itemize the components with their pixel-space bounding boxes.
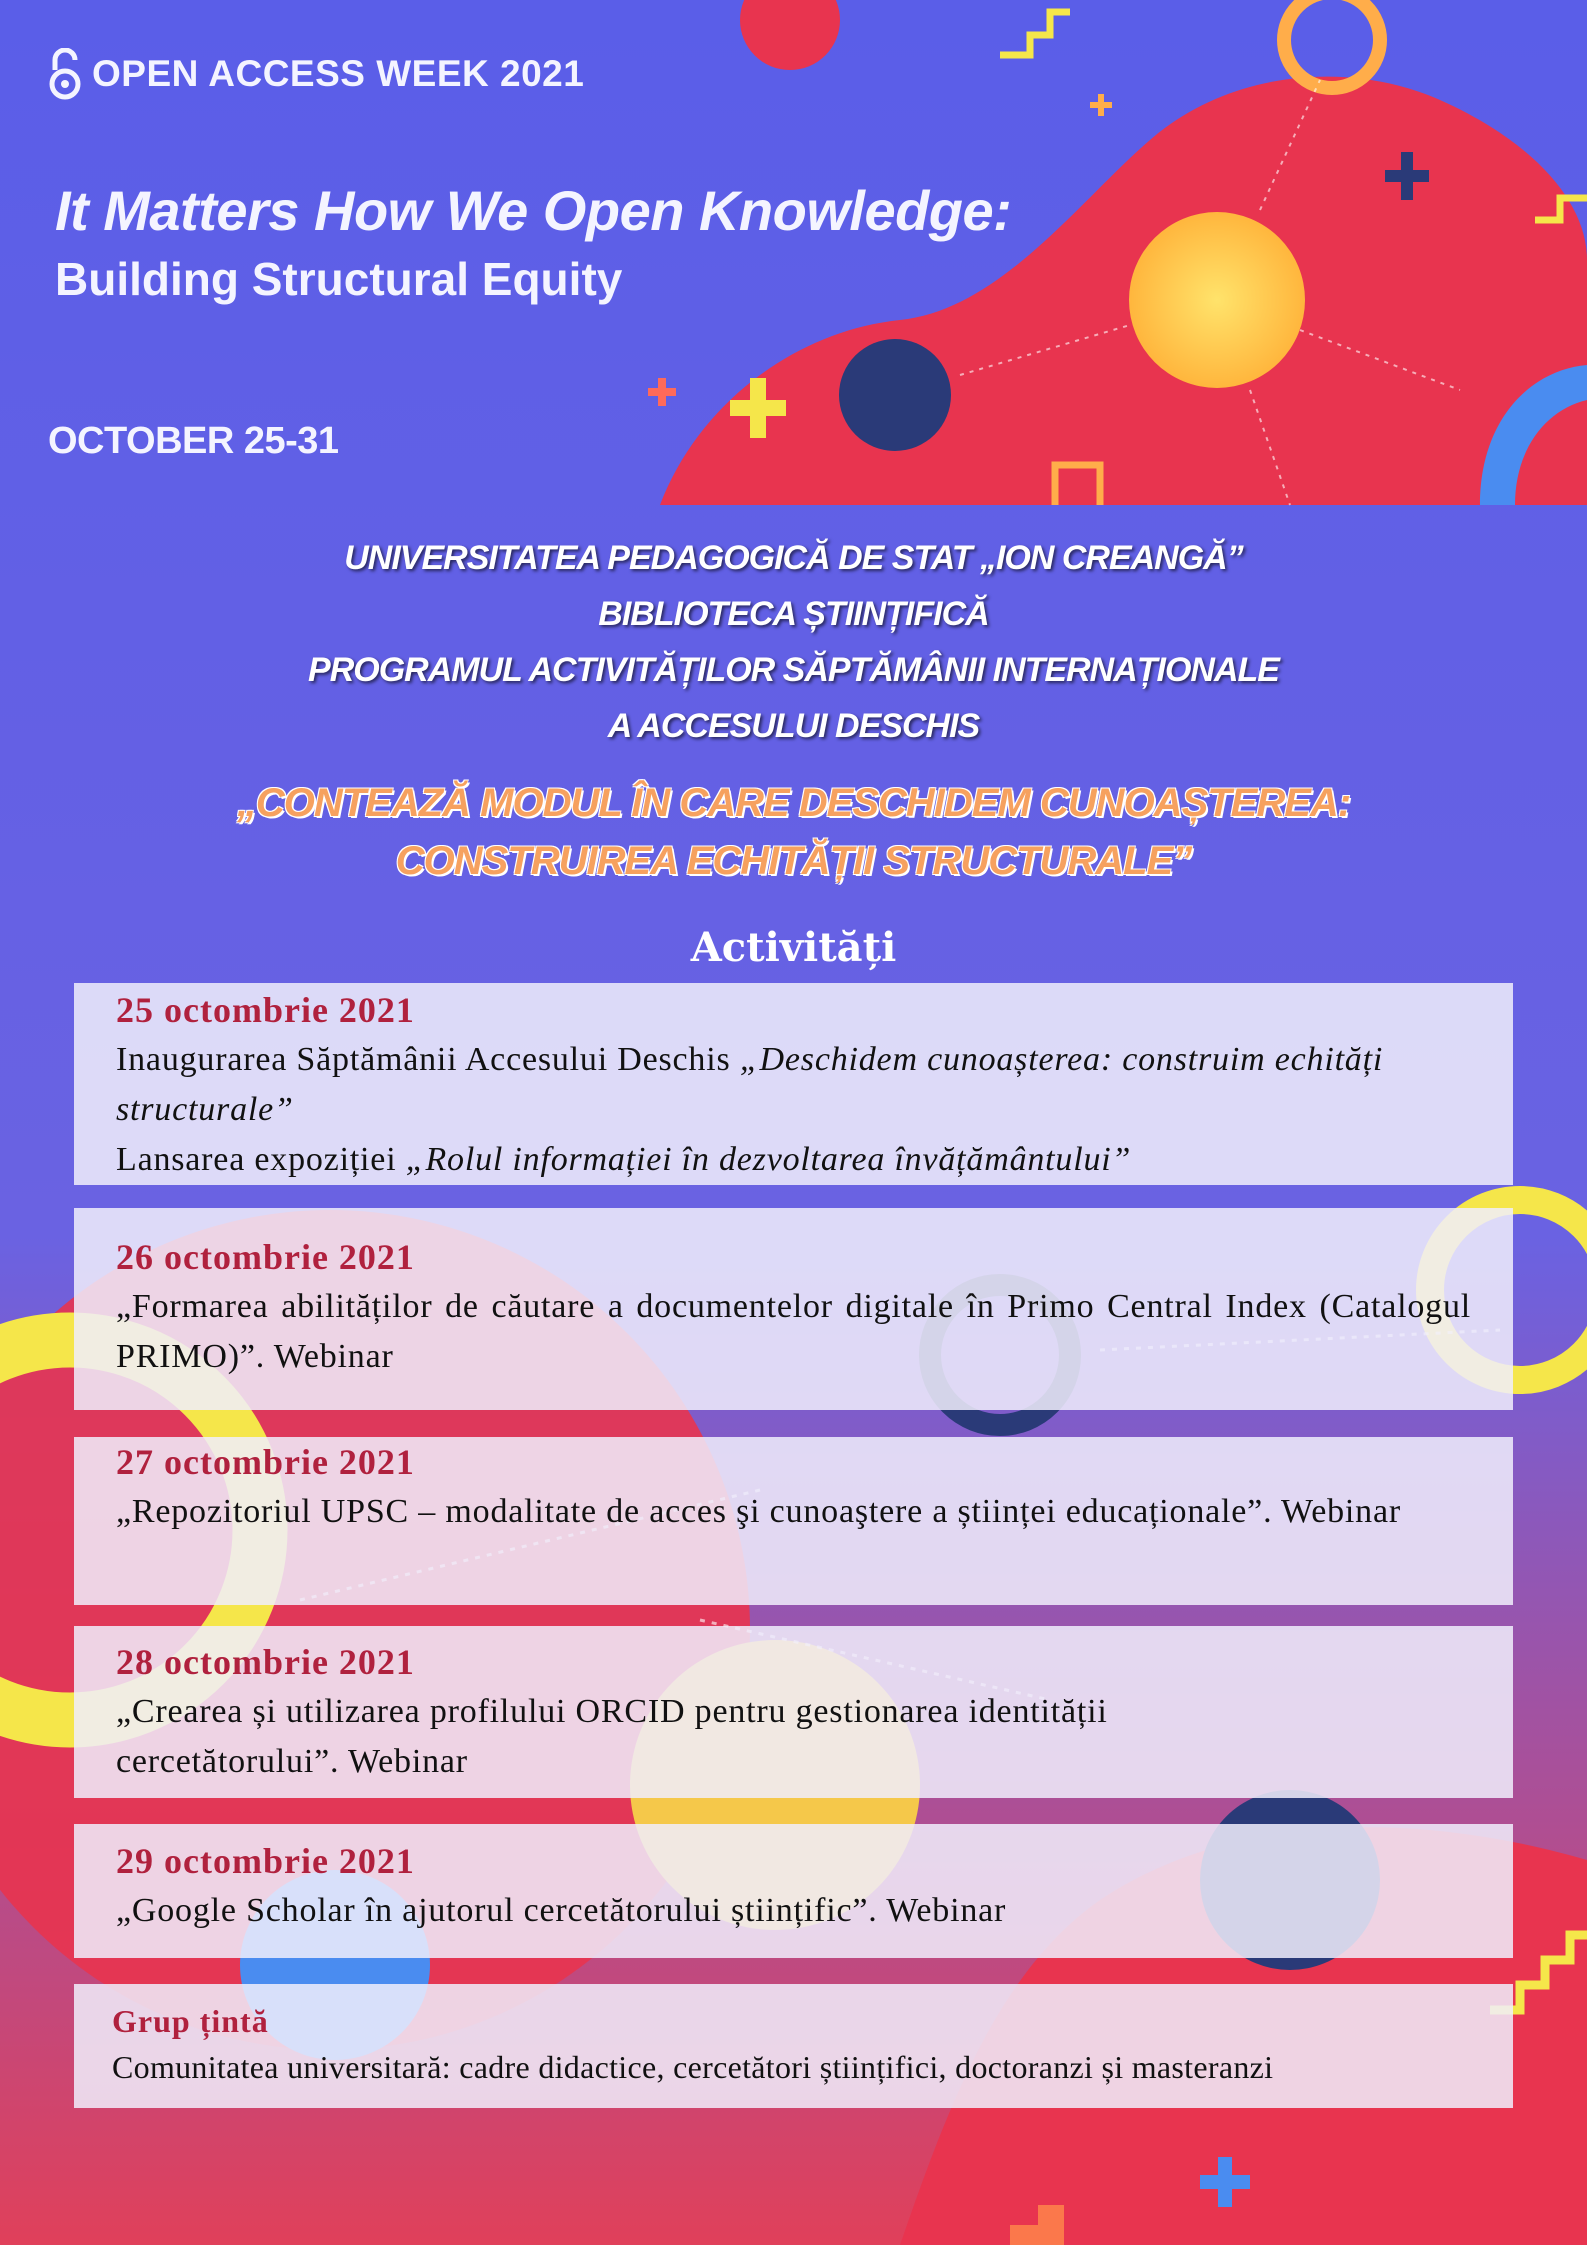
- theme-line-2: CONSTRUIREA ECHITĂȚII STRUCTURALE”: [395, 839, 1192, 883]
- activity-text-line-1: „Crearea și utilizarea profilului ORCID pentru gestionarea identității: [116, 1693, 1108, 1730]
- activity-card-26: [74, 1208, 1513, 1410]
- target-group-label: Grup țintă: [112, 2003, 269, 2039]
- activity-card-27: [74, 1437, 1513, 1605]
- heading-program: PROGRAMUL ACTIVITĂȚILOR SĂPTĂMÂNII INTERNAȚIONALE: [308, 651, 1279, 689]
- activity-date: 26 octombrie 2021: [116, 1237, 415, 1277]
- activity-date: 25 octombrie 2021: [116, 990, 415, 1030]
- program-theme: [0, 774, 1587, 890]
- banner-title: It Matters How We Open Knowledge:: [55, 179, 1012, 242]
- heading-program-cont: A ACCESULUI DESCHIS: [607, 707, 980, 745]
- activity-card-29: [74, 1824, 1513, 1958]
- target-group-card: [74, 1984, 1513, 2108]
- heading-library: BIBLIOTECA ȘTIINȚIFICĂ: [598, 595, 989, 633]
- open-access-lock-icon: [48, 48, 82, 100]
- activity-date: 29 octombrie 2021: [116, 1841, 415, 1881]
- activity-card-28: [74, 1626, 1513, 1798]
- theme-line-1: „CONTEAZĂ MODUL ÎN CARE DESCHIDEM CUNOAȘTEREA:: [236, 781, 1351, 825]
- activity-text-exhibition: [116, 1135, 1471, 1185]
- target-group-text: Comunitatea universitară: cadre didactice, cercetători științifici, doctoranzi și masteranzi: [112, 2049, 1274, 2085]
- activity-text: „Google Scholar în ajutorul cercetătorului științific”. Webinar: [116, 1892, 1007, 1929]
- activity-card-25: [74, 983, 1513, 1185]
- activity-text-line-2: cercetătorului”. Webinar: [116, 1743, 468, 1780]
- heading-university: UNIVERSITATEA PEDAGOGICĂ DE STAT „ION CREANGĂ”: [344, 539, 1243, 577]
- banner-navy-circle: [839, 339, 951, 451]
- brand-text: OPEN ACCESS WEEK 2021: [92, 53, 585, 94]
- activity-date: 27 octombrie 2021: [116, 1442, 415, 1482]
- banner-dates: OCTOBER 25-31: [48, 420, 339, 462]
- activities-title: Activități: [690, 924, 897, 971]
- activity-text-italic: „Deschidem cunoașterea: construim echități structurale”: [116, 1041, 1384, 1128]
- activity-text-prefix: Lansarea expoziției: [116, 1141, 406, 1178]
- activity-text-prefix: Inaugurarea Săptămânii Accesului Deschis: [116, 1041, 740, 1078]
- program-heading: [0, 530, 1587, 754]
- activity-text: „Formarea abilităților de căutare a documentelor digitale în Primo Central Index (Catalogul PRIMO)”. Webinar: [116, 1288, 1471, 1375]
- banner-sun-circle: [1129, 212, 1305, 388]
- activity-text-inauguration: [116, 1035, 1471, 1135]
- banner-subtitle: Building Structural Equity: [55, 253, 623, 305]
- activity-text-italic: „Rolul informației în dezvoltarea învățământului”: [405, 1141, 1132, 1178]
- activity-text: „Repozitoriul UPSC – modalitate de acces şi cunoaştere a științei educaționale”. Webinar: [116, 1493, 1401, 1530]
- brand: [48, 48, 584, 100]
- activity-date: 28 octombrie 2021: [116, 1642, 415, 1682]
